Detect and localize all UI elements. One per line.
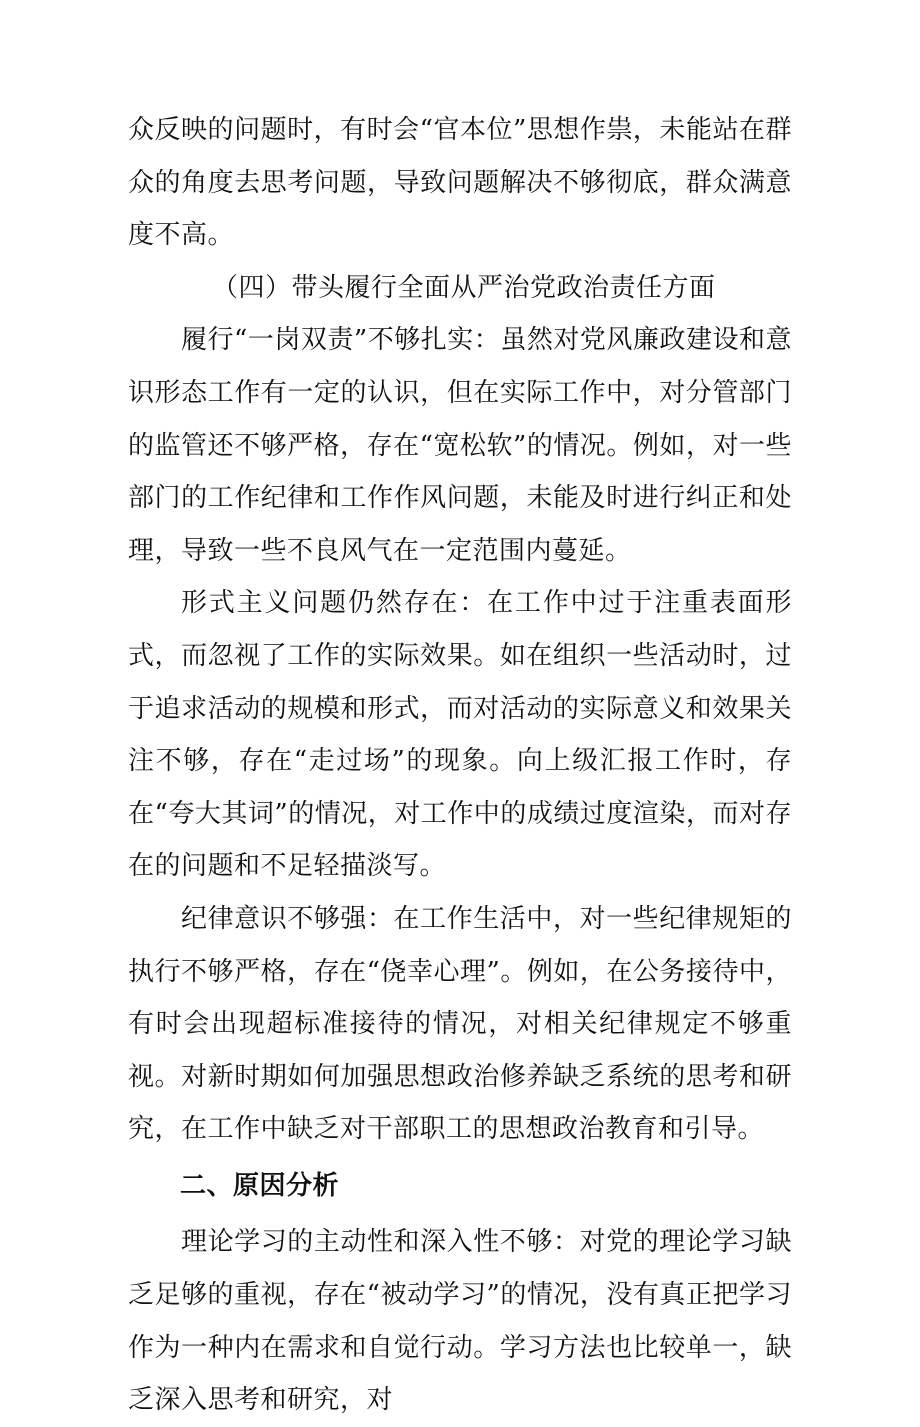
paragraph-responsibility: 履行“一岗双责”不够扎实：虽然对党风廉政建设和意识形态工作有一定的认识，但在实际工作中，对分管部门的监管还不够严格，存在“宽松软”的情况。例如，对一些部门的工作纪律和工作作风问题，未能及时进行纠正和处理，导致一些不良风气在一定范围内蔓延。: [128, 325, 792, 566]
section-heading-cause-analysis: 二、原因分析: [180, 1170, 340, 1201]
paragraph-continuation: 众反映的问题时，有时会“官本位”思想作祟，未能站在群众的角度去思考问题，导致问题解决不够彻底，群众满意度不高。: [128, 115, 792, 251]
paragraph-formalism: 形式主义问题仍然存在：在工作中过于注重表面形式，而忽视了工作的实际效果。如在组织一些活动时，过于追求活动的规模和形式，而对活动的实际意义和效果关注不够，存在“走过场”的现象。向上级汇报工作时，存在“夸大其词”的情况，对工作中的成绩过度渲染，而对存在的问题和不足轻描淡写。: [128, 588, 792, 882]
paragraph-discipline: 纪律意识不够强：在工作生活中，对一些纪律规矩的执行不够严格，存在“侥幸心理”。例如，在公务接待中，有时会出现超标准接待的情况，对相关纪律规定不够重视。对新时期如何加强思想政治修养缺乏系统的思考和研究，在工作中缺乏对干部职工的思想政治教育和引导。: [128, 903, 792, 1145]
section-subheading: （四）带头履行全面从严治党政治责任方面: [212, 272, 716, 303]
paragraph-theory-study: 理论学习的主动性和深入性不够：对党的理论学习缺乏足够的重视，存在“被动学习”的情况，没有真正把学习作为一种内在需求和自觉行动。学习方法也比较单一，缺乏深入思考和研究，对: [128, 1227, 792, 1416]
document-body: [128, 104, 792, 1427]
